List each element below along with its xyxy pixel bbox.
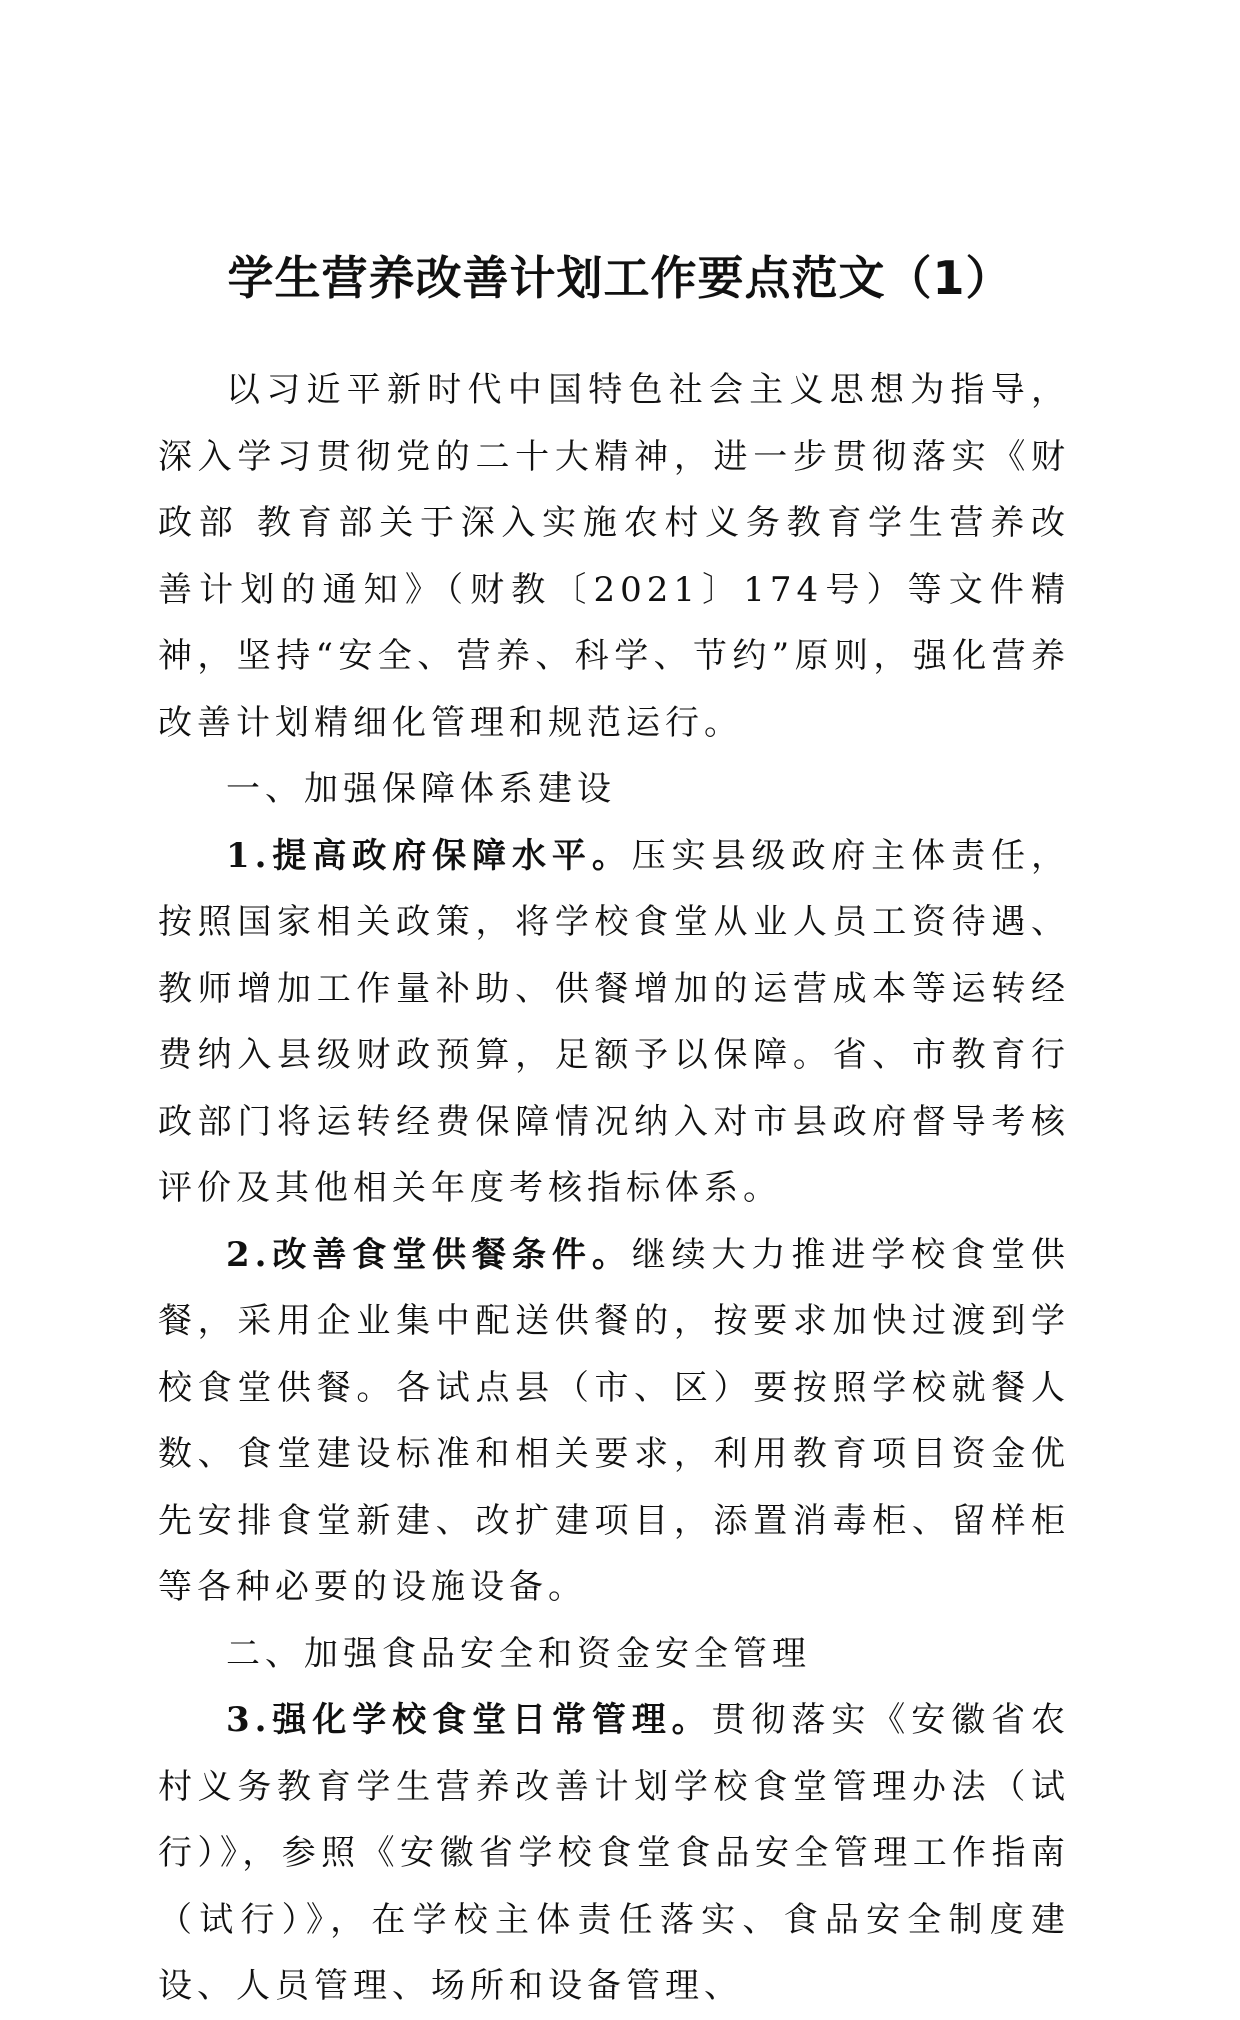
item-2-text: 继续大力推进学校食堂供餐，采用企业集中配送供餐的，按要求加快过渡到学校食堂供餐。各试点县（市、区）要按照学校就餐人数、食堂建设标准和相关要求，利用教育项目资金优先安排食堂新建、改扩建项目，添置消毒柜、留样柜等各种必要的设施设备。 xyxy=(158,1234,1070,1607)
item-1-lead: 1.提高政府保障水平。 xyxy=(226,835,632,876)
intro-paragraph: 以习近平新时代中国特色社会主义思想为指导，深入学习贯彻党的二十大精神，进一步贯彻落实《财政部 教育部关于深入实施农村义务教育学生营养改善计划的通知》（财教〔2021〕174号）等文件精神，坚持“安全、营养、科学、节约”原则，强化营养改善计划精细化管理和规范运行。 xyxy=(158,370,1070,743)
document-title: 学生营养改善计划工作要点范文（1） xyxy=(227,251,1013,305)
section-heading-1: 一、加强保障体系建设 xyxy=(226,769,616,809)
item-3-text: 贯彻落实《安徽省农村义务教育学生营养改善计划学校食堂管理办法（试行）》，参照《安徽省学校食堂食品安全管理工作指南（试行）》，在学校主体责任落实、食品安全制度建设、人员管理、场所和设备管理、 xyxy=(158,1700,1070,2006)
item-1-text: 压实县级政府主体责任，按照国家相关政策，将学校食堂从业人员工资待遇、教师增加工作量补助、供餐增加的运营成本等运转经费纳入县级财政预算，足额予以保障。省、市教育行政部门将运转经费保障情况纳入对市县政府督导考核评价及其他相关年度考核指标体系。 xyxy=(158,835,1070,1208)
paragraph-item-3 xyxy=(158,1687,1070,2020)
section-heading-2: 二、加强食品安全和资金安全管理 xyxy=(226,1633,811,1674)
document-body xyxy=(158,357,1070,2020)
paragraph-item-1 xyxy=(158,823,1070,1222)
item-2-lead: 2.改善食堂供餐条件。 xyxy=(226,1234,632,1275)
paragraph-item-2 xyxy=(158,1222,1070,1621)
item-3-lead: 3.强化学校食堂日常管理。 xyxy=(226,1700,712,1740)
